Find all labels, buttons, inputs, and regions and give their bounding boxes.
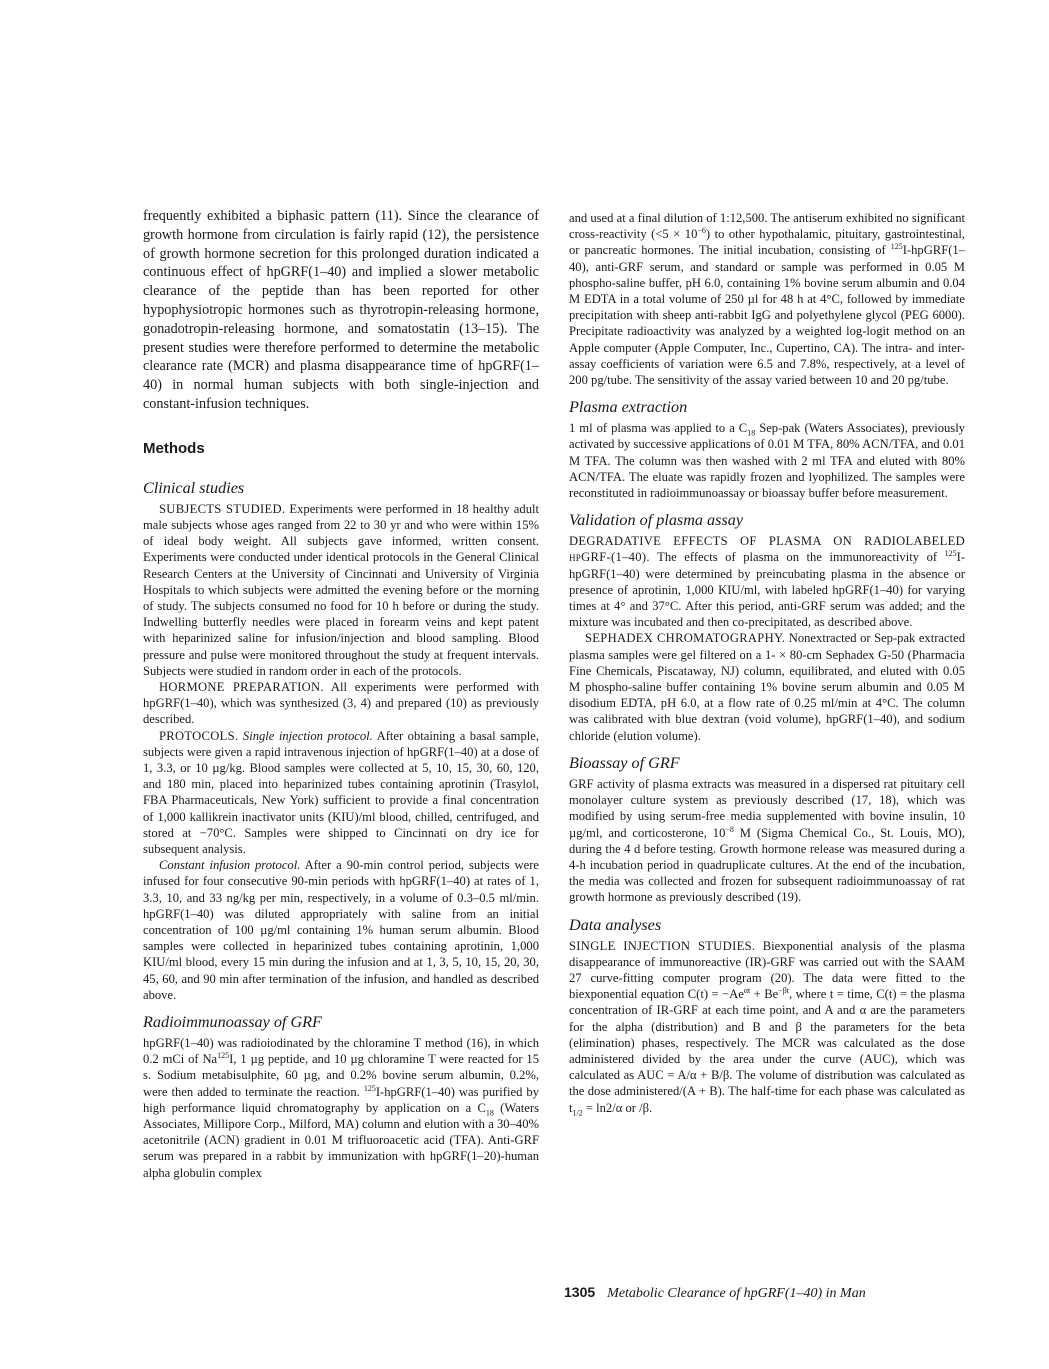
subjects-label: SUBJECTS STUDIED.: [159, 501, 286, 516]
radioimmunoassay-paragraph: hpGRF(1–40) was radioiodinated by the chloramine T method (16), in which 0.2 mCi of Na$^{125}$I, 1 µg peptide, and 10 µg chloramine T were reacted for 15 s. Sodium metabisulphite, 60 µg, and 0.2% bovine serum albumin, 0.2%, were then added to terminate the reaction. $^{125}$I-hpGRF(1–40) was purified by high performance liquid chromatography by application on a $C_{18}$ (Waters Associates, Millipore Corp., Milford, MA) column and elution with a 30–40% acetonitrile (ACN) gradient in 0.01 M trifluoroacetic acid (TFA). Anti-GRF serum was prepared in a rabbit by immunization with hpGRF(1–20)-human alpha globulin complex: [143, 1036, 540, 1180]
plasma-extraction-paragraph: 1 ml of plasma was applied to a $C_{18}$ Sep-pak (Waters Associates), previously activated by successive applications of 0.01 M TFA, 80% ACN/TFA, and 0.01 M TFA. The column was then washed with 2 ml TFA and eluted with 80% ACN/TFA. The eluate was rapidly frozen and lyophilized. The samples were reconstituted in radioimmunoassay or bioassay buffer before measurement.: [569, 421, 965, 501]
plasma-extraction-heading: Plasma extraction: [569, 398, 688, 417]
single-injection-paragraph: SINGLE INJECTION STUDIES. Biexponential analysis of the plasma disappearance of immunoreactive (IR)-GRF was carried out with the SAAM 27 curve-fitting computer program (20). The data were fitted to the biexponential equation $C(t) = -Ae^{\alpha t} + Be^{-\beta t}$, where t = time, C(t) = the plasma concentration of IR-GRF at each time point, and A and α are the parameters for the alpha (distribution) and B and β the parameters for the beta (elimination) phases, respectively. The MCR was calculated as the dose administered divided by the area under the curve (AUC), which was calculated as AUC = A/α + B/β. The volume of distribution was calculated as the dose administered/(A + B). The half-time for each phase was calculated as $t_{1/2} = \ln 2/\alpha$ or /β.: [569, 938, 966, 1118]
validation-heading: Validation of plasma assay: [569, 511, 744, 530]
bioassay-paragraph: GRF activity of plasma extracts was measured in a dispersed rat pituitary cell monolayer culture system as previously described (17, 18), which was modified by using serum-free media supplemented with bovine insulin, 10 µg/ml, and corticosterone, $10^{-8}$ M (Sigma Chemical Co., St. Louis, MO), during the 4 d before testing. Growth hormone release was measured during a 4-h incubation period in quadruplicate cultures. At the end of the incubation, the media was collected and frozen for subsequent radioimmunoassay of rat growth hormone as previously described (19).: [569, 776, 965, 905]
left-column: [143, 207, 539, 1181]
constant-infusion-paragraph: Constant infusion protocol. After a 90-min control period, subjects were infused for four consecutive 90-min periods with hpGRF(1–40) at rates of 1, 3.3, 10, and 33 ng/kg per min, respectively, in a volume of 0.3–0.5 ml/min. hpGRF(1–40) was diluted appropriately with saline from an initial concentration of 100 µg/ml containing 1% human serum albumin. Blood samples were collected in heparinized tubes containing aprotinin, 1,000 KIU/ml blood, every 15 min during the infusion and at 1, 3, 5, 10, 15, 20, 30, 45, 60, and 90 min after termination of the infusion, and handled as described above.: [143, 858, 539, 1002]
intro-paragraph: frequently exhibited a biphasic pattern (11). Since the clearance of growth hormone from circulation is fairly rapid (12), the persistence of growth hormone secretion for this prolonged duration indicated a continuous effect of hpGRF(1–40) and implied a slower metabolic clearance of the peptide than has been reported for other hypophysiotropic hormones such as thyrotropin-releasing hormone, gonadotropin-releasing hormone, and somatostatin (13–15). The present studies were therefore performed to determine the metabolic clearance rate (MCR) and plasma disappearance time of hpGRF(1–40) in normal human subjects with both single-injection and constant-infusion techniques.: [143, 208, 539, 412]
running-title: Metabolic Clearance of hpGRF(1–40) in Man: [607, 1286, 866, 1301]
right-column: [569, 210, 965, 1116]
degradative-paragraph: DEGRADATIVE EFFECTS OF PLASMA ON RADIOLABELED hpGRF-(1–40). The effects of plasma on the immunoreactivity of $^{125}$I-hpGRF(1–40) were determined by preincubating plasma in the absence or presence of aprotinin, 1,000 KIU/ml, with labeled hpGRF(1–40) for varying times at 4° and 37°C. After this period, anti-GRF serum was added; and the mixture was incubated and then co-precipitated, as described above.: [569, 534, 965, 630]
hormone-label: HORMONE PREPARATION.: [159, 680, 324, 694]
single-injection-label: SINGLE INJECTION STUDIES.: [569, 938, 756, 953]
page-number: 1305: [564, 1284, 596, 1300]
sephadex-label: SEPHADEX CHROMATOGRAPHY.: [585, 631, 786, 646]
methods-heading: Methods: [143, 439, 205, 457]
bioassay-heading: Bioassay of GRF: [569, 753, 680, 772]
degradative-label: DEGRADATIVE EFFECTS OF PLASMA ON RADIOLABELED hpGRF-(1–40).: [569, 534, 965, 565]
radioimmunoassay-heading: Radioimmunoassay of GRF: [143, 1013, 322, 1032]
sephadex-paragraph: SEPHADEX CHROMATOGRAPHY. Nonextracted or Sep-pak extracted plasma samples were gel filtered on a 1- × 80-cm Sephadex G-50 (Pharmacia Fine Chemicals, Piscataway, NJ) column, equilibrated, and eluted with 0.05 M phospho-saline buffer containing 1% bovine serum albumin and 0.05 M disodium EDTA, pH 6.0, at a flow rate of 0.25 ml/min at 4°C. The column was calibrated with blue dextran (void volume), hpGRF(1–40), and sodium chloride (elution volume).: [569, 631, 965, 743]
protocols-label: PROTOCOLS.: [159, 728, 239, 743]
subjects-paragraph: SUBJECTS STUDIED. Experiments were performed in 18 healthy adult male subjects whose ages ranged from 22 to 30 yr and who were within 15% of ideal body weight. All subjects gave informed, written consent. Experiments were conducted under identical protocols in the General Clinical Research Centers at the University of Cincinnati and University of Virginia Hospitals to which subjects were admitted the evening before or the morning of study. The subjects consumed no food for 10 h before or during the study. Indwelling butterfly needles were placed in forearm veins and kept patent with heparinized saline for infusion/injection and blood sampling. Blood pressure and pulse were monitored throughout the study at frequent intervals. Subjects were studied in random order in each of the protocols.: [143, 501, 539, 678]
hormone-paragraph: HORMONE PREPARATION. All experiments were performed with hpGRF(1–40), which was synthesized (3, 4) and prepared (10) as previously described.: [143, 680, 539, 727]
protocols-paragraph: PROTOCOLS. Single injection protocol. After obtaining a basal sample, subjects were given a rapid intravenous injection of hpGRF(1–40) at a dose of 1, 3.3, or 10 µg/kg. Blood samples were collected at 5, 10, 15, 30, 60, 120, and 180 min, placed into heparinized tubes containing aprotinin (Trasylol, FBA Pharmaceuticals, New York) sufficient to provide a final concentration of 1,000 kallikrein inactivator units (KIU)/ml blood, chilled, centrifuged, and stored at −70°C. Samples were shipped to Cincinnati on dry ice for subsequent analysis.: [143, 728, 539, 857]
antiserum-paragraph: and used at a final dilution of 1:12,500. The antiserum exhibited no significant cross-reactivity $(<5 \times 10^{-6})$ to other hypothalamic, pituitary, gastrointestinal, or pancreatic hormones. The initial incubation, consisting of $^{125}$I-hpGRF(1–40), anti-GRF serum, and standard or sample was performed in 0.05 M phospho-saline buffer, pH 6.0, containing 1% bovine serum albumin and 0.04 M EDTA in a total volume of 250 µl for 48 h at 4°C, followed by immediate precipitation with sheep anti-rabbit IgG and polyethylene glycol (PEG 6000). Precipitate radioactivity was analyzed by a weighted log-logit method on an Apple computer (Apple Computer, Inc., Cupertino, CA). The intra- and inter-assay coefficients of variation were 6.5 and 7.8%, respectively, at a level of 200 pg/tube. The sensitivity of the assay varied between 10 and 20 pg/tube.: [569, 211, 965, 388]
page-footer: [564, 1284, 866, 1302]
data-analyses-heading: Data analyses: [569, 915, 662, 934]
clinical-studies-heading: Clinical studies: [143, 478, 245, 497]
